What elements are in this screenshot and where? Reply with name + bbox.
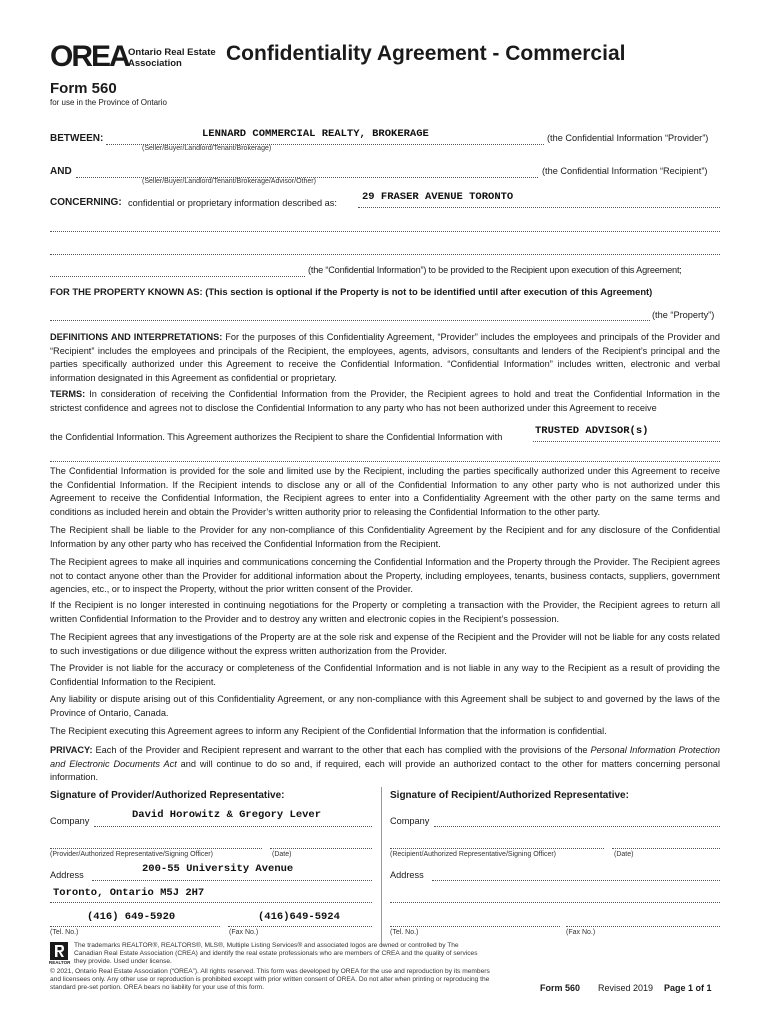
and-label: AND	[50, 166, 72, 177]
privacy-text-2: and will continue to do so and, if required, each will provide an authorized contact to the other for matters concerning personal information.	[50, 758, 720, 782]
footer-form-number: Form 560	[540, 983, 581, 993]
form-title: Confidentiality Agreement - Commercial	[226, 42, 626, 65]
property-field[interactable]	[50, 306, 650, 321]
recipient-fax-caption: (Fax No.)	[566, 929, 596, 936]
provider-company-value: David Horowitz & Gregory Lever	[132, 809, 322, 821]
concerning-line-4[interactable]	[50, 262, 305, 277]
recipient-company-field[interactable]	[434, 812, 720, 827]
provider-company-field[interactable]	[94, 809, 372, 827]
privacy-paragraph	[50, 744, 720, 785]
provider-address-value-2: Toronto, Ontario M5J 2H7	[53, 887, 205, 899]
clause-return-info: If the Recipient is no longer interested in continuing negotiations for the Property or completing a transaction with the Provider, the Recipient agrees to return all written Confidential Information to the Provider and to destroy any written and electronic copies in the Recipient’s possession.	[50, 600, 720, 624]
privacy-act-name: Personal Information Protection and Electronic Documents Act	[50, 745, 720, 769]
clause-inform-recipient: The Recipient executing this Agreement agrees to inform any Recipient of the Confidential Information that the information is confidential.	[50, 726, 607, 736]
concerning-label: CONCERNING:	[50, 197, 122, 208]
recipient-date-caption: (Date)	[614, 851, 634, 858]
clause-inquiries: The Recipient agrees to make all inquiries and communications concerning the Confidential Information and the Property through the Provider. The Recipient agrees not to contact anyone other than the Provider for additional information about the Property, including employees, tenants, business contacts, suppliers, government agencies, etc., or to inspect the Property, without the prior written consent of the Provider.	[50, 557, 720, 594]
recipient-tel-field[interactable]	[390, 912, 560, 927]
provider-fax-field[interactable]	[228, 912, 372, 927]
realtor-logo-text: REALTOR	[49, 960, 71, 965]
recipient-signature-heading: Signature of Recipient/Authorized Representative:	[390, 790, 629, 801]
orea-logo-org-line1: Ontario Real Estate	[128, 47, 216, 58]
share-with-field[interactable]	[533, 427, 720, 442]
terms-label: TERMS:	[50, 389, 86, 399]
provider-tel-caption: (Tel. No.)	[50, 929, 79, 936]
provider-date-caption: (Date)	[272, 851, 292, 858]
terms-paragraph	[50, 388, 720, 415]
share-with-line-2[interactable]	[50, 447, 720, 462]
orea-logo	[50, 40, 220, 74]
confidential-info-suffix: (the “Confidential Information”) to be provided to the Recipient upon execution of this Agreement;	[308, 265, 682, 275]
trademark-notice: The trademarks REALTOR®, REALTORS®, MLS®, Multiple Listing Services® and associated logos are owned or controlled by The Canadian Real Estate Association (CREA) and identify the real estate professionals who are members of CREA and the quality of services they provide. Used under license.	[74, 942, 478, 966]
clause-sole-use: The Confidential Information is provided for the sole and limited use by the Recipient, including the parties specifically authorized under this Agreement to receive the Confidential Information. If the Recipient intends to disclose any or all of the Confidential Information to any other party who is not authorized under this Agreement to receive the Confidential Information, the Recipient agrees to enter into a Confidentiality Agreement with the other party on the same terms and conditions as included herein and obtain the Provider’s written authority prior to releasing the Confidential Information to the other party.	[50, 466, 720, 517]
recipient-company-label: Company	[390, 816, 430, 826]
provider-address-label: Address	[50, 870, 84, 880]
concerning-line-2[interactable]	[50, 217, 720, 232]
concerning-line-3[interactable]	[50, 240, 720, 255]
provider-tel-value: (416) 649-5920	[87, 911, 176, 923]
provider-signature-date-field[interactable]	[270, 834, 372, 849]
provider-tel-field[interactable]	[50, 912, 220, 927]
provider-address-field[interactable]	[92, 863, 372, 881]
clause-liability: The Recipient shall be liable to the Provider for any non-compliance of this Confidentiality Agreement by the Recipient and for any disclosure of the Confidential Information by any other party who has received the Confidential Information from the Recipient.	[50, 525, 720, 549]
provider-signature-field[interactable]	[50, 834, 262, 849]
provider-address-value-1: 200-55 University Avenue	[142, 863, 294, 875]
property-heading: FOR THE PROPERTY KNOWN AS: (This section is optional if the Property is not to be identified until after execution of this Agreement)	[50, 286, 653, 297]
provider-signature-heading: Signature of Provider/Authorized Representative:	[50, 790, 285, 801]
orea-logo-org-line2: Association	[128, 58, 182, 69]
provider-suffix: (the Confidential Information “Provider”)	[547, 133, 709, 143]
definitions-text: For the purposes of this Confidentiality Agreement, “Provider” includes the employees and principals of the Provider and “Recipient” includes the employees and principals of the Recipient, the employees, agents, advisors, consultants and lenders of the Recipient’s principal and the parties specifically authorized under this Agreement to receive the Confidential Information. “Confidential Information” includes written, electronic and verbal information designated in this Agreement as confidential or proprietary.	[50, 332, 720, 383]
provider-value: LENNARD COMMERCIAL REALTY, BROKERAGE	[202, 128, 429, 140]
recipient-signature-caption: (Recipient/Authorized Representative/Signing Officer)	[390, 851, 557, 858]
provider-fax-value: (416)649-5924	[258, 911, 340, 923]
provider-address-field-2[interactable]	[50, 888, 372, 903]
recipient-address-field[interactable]	[432, 866, 720, 881]
copyright-notice: © 2021, Ontario Real Estate Association (“OREA”). All rights reserved. This form was developed by OREA for the use and reproduction by its members and licensees only. Any other use or reproduction is prohibited except with prior written consent of OREA. Do not alter when printing or reproducing the standard pre-set portion. OREA bears no liability for your use of this form.	[50, 968, 490, 992]
realtor-r-icon	[50, 942, 68, 960]
provider-signature-caption: (Provider/Authorized Representative/Signing Officer)	[50, 851, 213, 858]
concerning-value: 29 FRASER AVENUE TORONTO	[362, 191, 514, 203]
definitions-paragraph	[50, 331, 720, 385]
recipient-suffix: (the Confidential Information “Recipient”)	[542, 166, 708, 176]
provider-fax-caption: (Fax No.)	[229, 929, 259, 936]
orea-logo-text: OREA	[50, 40, 129, 73]
definitions-label: DEFINITIONS AND INTERPRETATIONS:	[50, 332, 223, 342]
privacy-label: PRIVACY:	[50, 745, 93, 755]
form-number: Form 560	[50, 80, 117, 97]
realtor-logo	[49, 942, 71, 966]
clause-accuracy: The Provider is not liable for the accuracy or completeness of the Confidential Information and is not liable in any way to the Recipient as a result of providing the Confidential Information to the Recipient.	[50, 663, 720, 687]
province-note: for use in the Province of Ontario	[50, 98, 167, 107]
footer-page: Page 1 of 1	[664, 983, 712, 993]
concerning-field[interactable]	[358, 193, 720, 208]
signature-divider	[381, 787, 382, 947]
provider-field[interactable]	[106, 130, 544, 145]
recipient-address-label: Address	[390, 870, 424, 880]
provider-company-label: Company	[50, 816, 90, 826]
recipient-signature-field[interactable]	[390, 834, 604, 849]
recipient-caption: (Seller/Buyer/Landlord/Tenant/Brokerage/Advisor/Other)	[142, 178, 316, 185]
recipient-address-field-2[interactable]	[390, 888, 720, 903]
terms-text-2: the Confidential Information. This Agreement authorizes the Recipient to share the Confidential Information with	[50, 432, 503, 442]
property-suffix: (the “Property”)	[652, 310, 715, 320]
terms-text-1: In consideration of receiving the Confidential Information from the Provider, the Recipient agrees to hold and treat the Confidential Information in the strictest confidence and agrees not to disclose the Confidential Information to any party who has not been authorized under this Agreement to receive	[50, 389, 720, 413]
concerning-text: confidential or proprietary information described as:	[128, 198, 337, 208]
recipient-fax-field[interactable]	[566, 912, 720, 927]
clause-investigations: The Recipient agrees that any investigations of the Property are at the sole risk and expense of the Recipient and the Provider will not be liable for any costs related to such investigations or due diligence without the express written authorization from the Provider.	[50, 632, 720, 656]
privacy-text-1: Each of the Provider and Recipient represent and warrant to the other that each has complied with the provisions of the	[95, 745, 588, 755]
provider-caption: (Seller/Buyer/Landlord/Tenant/Brokerage)	[142, 145, 272, 152]
clause-jurisdiction: Any liability or dispute arising out of this Confidentiality Agreement, or any non-compliance with this Agreement shall be subject to and governed by the laws of the Province of Ontario, Canada.	[50, 694, 720, 718]
footer-revised: Revised 2019	[598, 983, 654, 993]
between-label: BETWEEN:	[50, 133, 104, 144]
recipient-field[interactable]	[76, 163, 538, 178]
recipient-signature-date-field[interactable]	[612, 834, 720, 849]
recipient-tel-caption: (Tel. No.)	[390, 929, 419, 936]
share-with-value: TRUSTED ADVISOR(s)	[535, 425, 649, 437]
